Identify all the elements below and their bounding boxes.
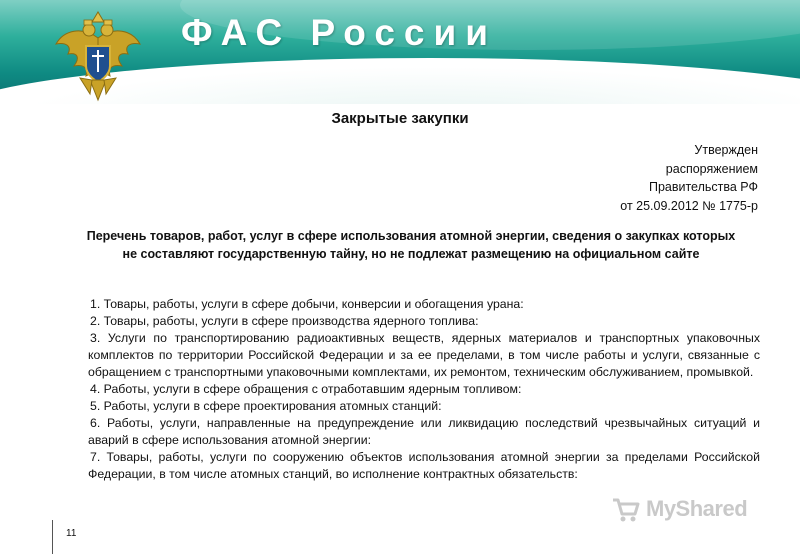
approval-line: Утвержден (694, 143, 758, 157)
list-item: 4. Работы, услуги в сфере обращения с отработавшим ядерным топливом: (90, 382, 522, 396)
approval-line: распоряжением (665, 161, 758, 176)
header-banner (0, 0, 800, 104)
page-title: Закрытые закупки (331, 110, 469, 127)
watermark-text: MyShared (646, 496, 748, 521)
page-number: 11 (66, 528, 77, 539)
approval-line: от 25.09.2012 № 1775-р (620, 198, 758, 213)
list-item: 1. Товары, работы, услуги в сфере добычи, конверсии и обогащения урана: (90, 297, 524, 311)
approval-block (498, 141, 758, 215)
list-title: Перечень товаров, работ, услуг в сфере использования атомной энергии, сведения о закупках которых не составляют государственную тайну, но не подлежат размещению на официальном сайте (86, 229, 736, 261)
banner-title: ФАС России (181, 12, 497, 53)
list-item: 6. Работы, услуги, направленные на предупреждение или ликвидацию последствий чрезвычайных ситуаций и аварий в сфере использования атомной энергии: (88, 416, 760, 447)
list-item: 3. Услуги по транспортированию радиоактивных веществ, ядерных материалов и транспортных упаковочных комплектов по территории Российской Федерации и за ее пределами, в том числе работы и услуги, связанные с обращением с транспортными упаковочными комплектами, их ремонтом, техническим обслуживанием, промывкой. (88, 331, 760, 379)
items-list (88, 296, 760, 483)
emblem-icon (52, 8, 144, 104)
list-item: 5. Работы, услуги в сфере проектирования атомных станций: (90, 399, 442, 413)
watermark (610, 494, 747, 524)
approval-line: Правительства РФ (648, 180, 758, 194)
list-item: 2. Товары, работы, услуги в сфере производства ядерного топлива: (90, 314, 479, 328)
shopping-cart-icon (610, 494, 640, 524)
list-item: 7. Товары, работы, услуги по сооружению объектов использования атомной энергии за пределами Российской Федерации, в том числе атомных станций, во исполнение контрактных обязательств: (88, 450, 760, 481)
page-divider (52, 520, 53, 554)
